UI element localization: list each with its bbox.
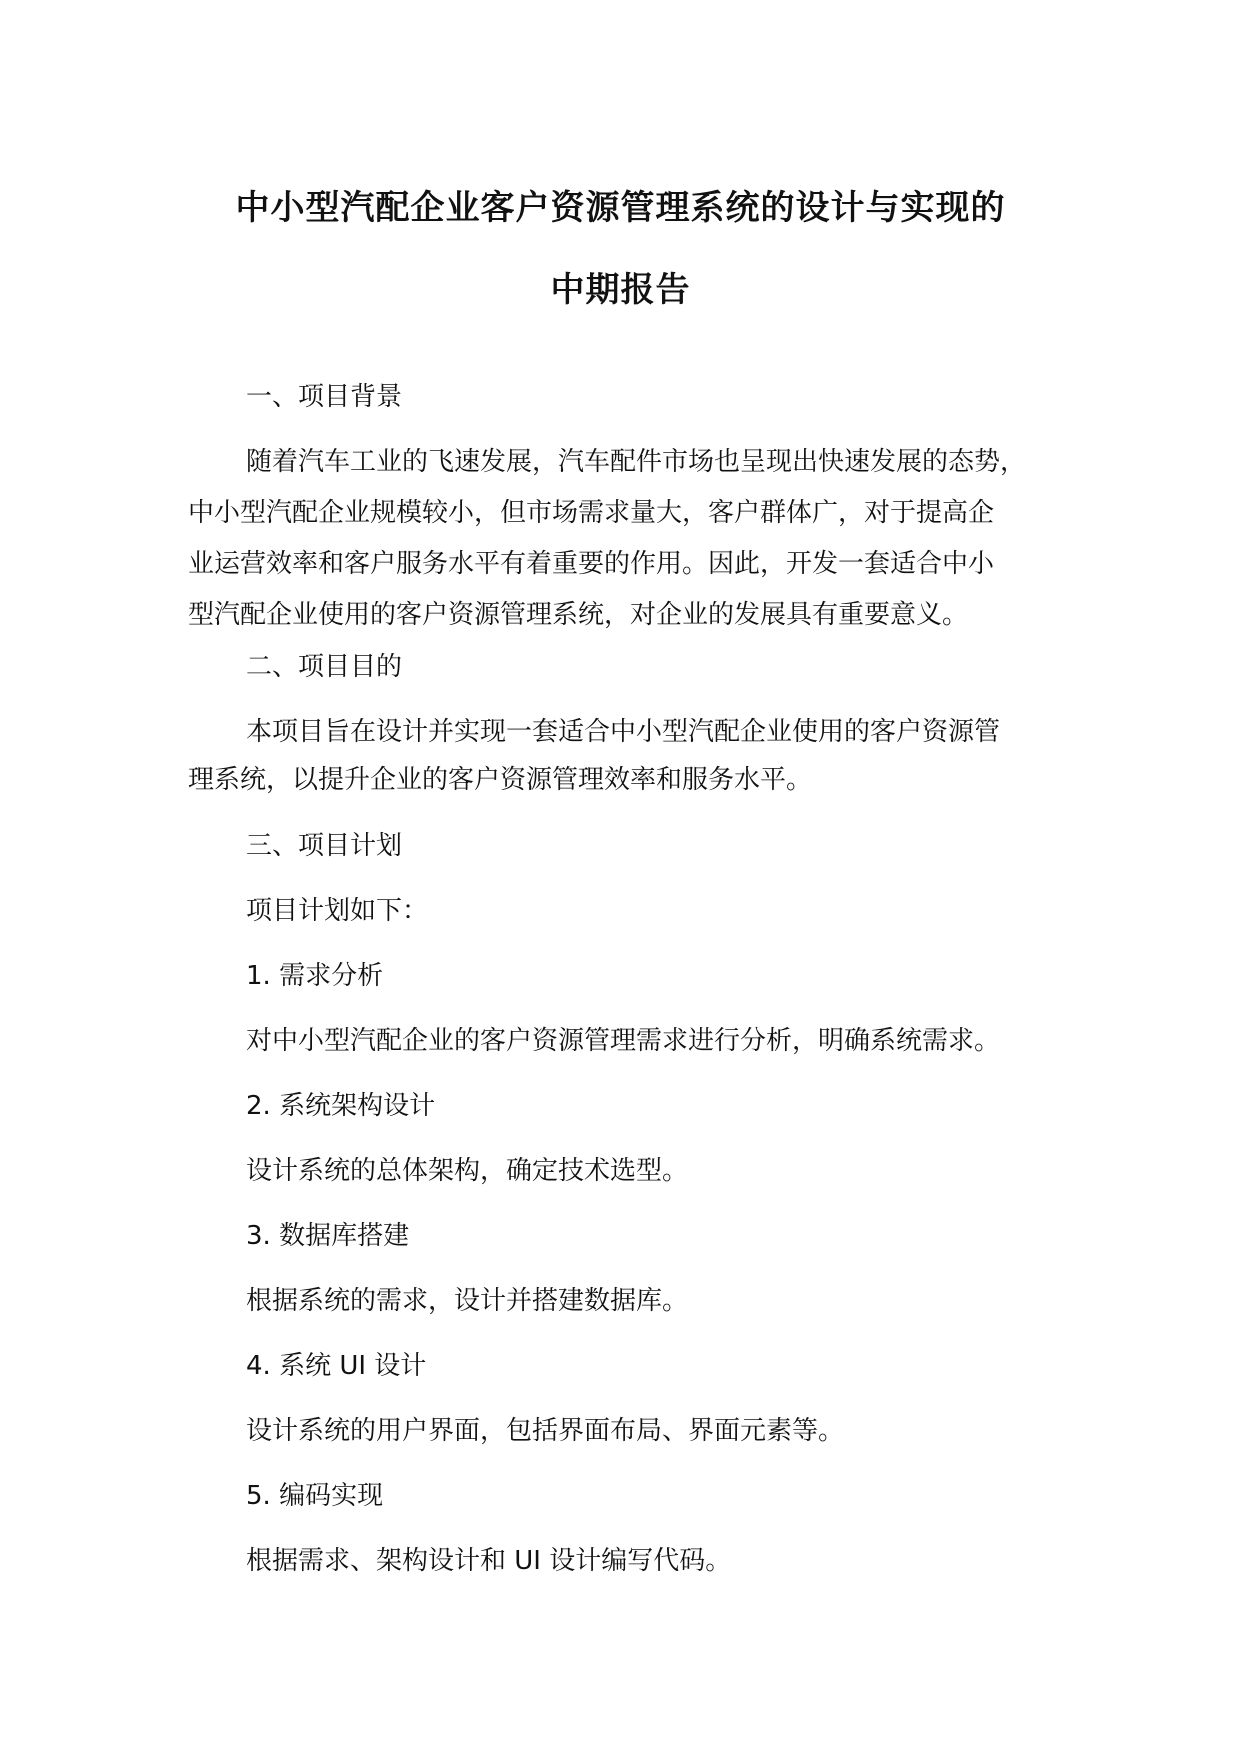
paragraph-line: 中小型汽配企业规模较小，但市场需求量大，客户群体广，对于提高企 <box>188 498 995 528</box>
plan-item-desc: 根据需求、架构设计和 UI 设计编写代码。 <box>246 1546 732 1576</box>
plan-item-desc: 设计系统的用户界面，包括界面布局、界面元素等。 <box>246 1416 845 1446</box>
paragraph-line: 业运营效率和客户服务水平有着重要的作用。因此，开发一套适合中小 <box>188 549 995 579</box>
document-title-line-2: 中期报告 <box>550 270 691 310</box>
plan-item-title: 3. 数据库搭建 <box>246 1221 410 1251</box>
plan-item-title: 2. 系统架构设计 <box>246 1091 436 1121</box>
paragraph-line: 理系统，以提升企业的客户资源管理效率和服务水平。 <box>188 765 813 795</box>
plan-intro: 项目计划如下： <box>246 896 429 926</box>
plan-item-title: 5. 编码实现 <box>246 1481 384 1511</box>
section-heading-background: 一、项目背景 <box>246 382 403 412</box>
plan-item-desc: 根据系统的需求，设计并搭建数据库。 <box>246 1286 689 1316</box>
section-heading-plan: 三、项目计划 <box>246 831 403 861</box>
plan-item-title: 1. 需求分析 <box>246 961 384 991</box>
plan-item-title: 4. 系统 UI 设计 <box>246 1351 427 1381</box>
plan-item-desc: 对中小型汽配企业的客户资源管理需求进行分析，明确系统需求。 <box>246 1026 1001 1056</box>
paragraph-line: 本项目旨在设计并实现一套适合中小型汽配企业使用的客户资源管 <box>246 717 1001 747</box>
document-title-line-1: 中小型汽配企业客户资源管理系统的设计与实现的 <box>235 188 1006 228</box>
paragraph-line: 随着汽车工业的飞速发展，汽车配件市场也呈现出快速发展的态势， <box>246 447 1027 477</box>
plan-item-desc: 设计系统的总体架构，确定技术选型。 <box>246 1156 689 1186</box>
paragraph-line: 型汽配企业使用的客户资源管理系统，对企业的发展具有重要意义。 <box>188 600 969 630</box>
section-heading-purpose: 二、项目目的 <box>246 652 403 682</box>
